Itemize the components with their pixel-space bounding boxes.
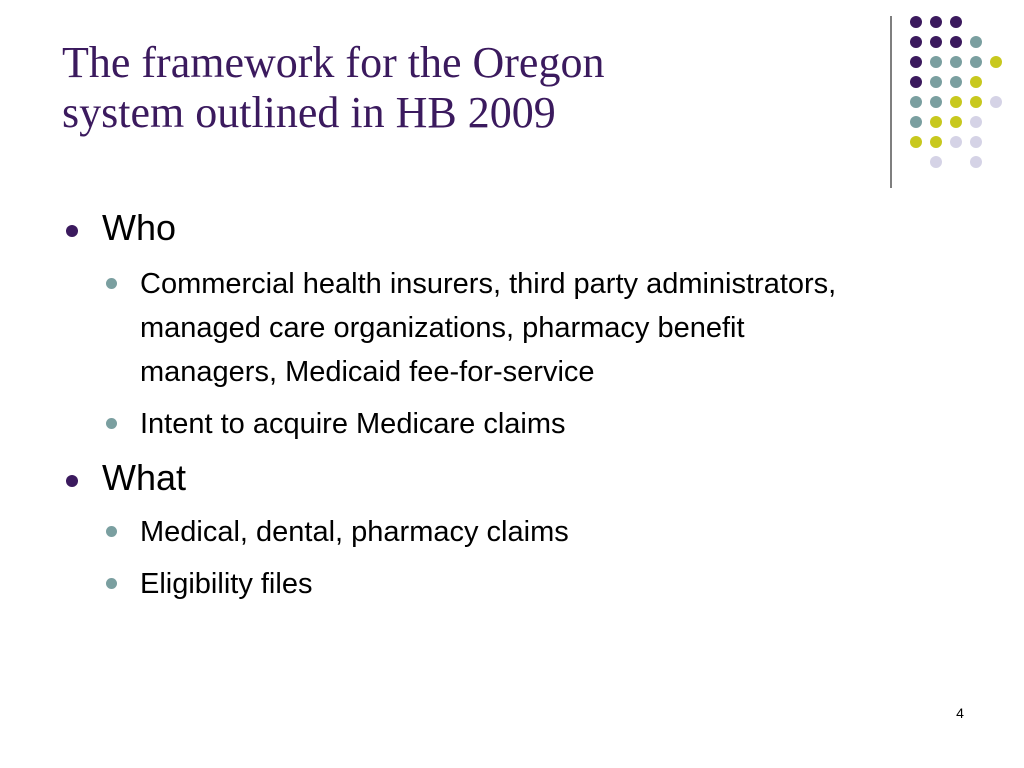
dot-lavender <box>930 156 942 168</box>
slide-title <box>62 38 862 138</box>
dot-lavender <box>970 116 982 128</box>
sub-bullet-dot-icon <box>106 418 117 429</box>
sub-bullet-dot-icon <box>106 526 117 537</box>
dot-teal <box>930 56 942 68</box>
bullet-text: What <box>102 457 187 498</box>
sub-bullet-dot-icon <box>106 278 117 289</box>
sub-bullet-text: Commercial health insurers, third party administrators, managed care organizations, pharmacy benefit managers, Medicaid fee-for-service <box>140 268 837 388</box>
bullet-text: Who <box>102 207 177 248</box>
dot-teal <box>910 116 922 128</box>
dot-teal <box>970 56 982 68</box>
sub-bullet-text: Intent to acquire Medicare claims <box>140 408 566 440</box>
dot-purple <box>910 16 922 28</box>
dot-yellow <box>930 116 942 128</box>
slide-title-line-2: system outlined in HB 2009 <box>62 88 556 137</box>
dot-purple <box>950 36 962 48</box>
dot-yellow <box>950 96 962 108</box>
sub-bullet-claims <box>62 510 850 554</box>
sub-bullet-commercial <box>62 262 850 394</box>
sub-bullet-eligibility <box>62 562 850 606</box>
dot-teal <box>950 56 962 68</box>
bullet-item-what <box>62 454 962 502</box>
sub-bullet-dot-icon <box>106 578 117 589</box>
slide-body <box>62 200 962 606</box>
dot-yellow <box>950 116 962 128</box>
bullet-dot-icon <box>66 225 78 237</box>
bullet-dot-icon <box>66 475 78 487</box>
dot-teal <box>930 96 942 108</box>
bullet-item-who <box>62 204 962 252</box>
dot-purple <box>910 56 922 68</box>
sub-bullet-medicare <box>62 402 850 446</box>
dot-purple <box>930 16 942 28</box>
sub-bullet-text: Eligibility files <box>140 568 313 600</box>
dot-purple <box>910 76 922 88</box>
dot-purple <box>950 16 962 28</box>
dot-lavender <box>970 156 982 168</box>
dot-yellow <box>970 76 982 88</box>
decorative-dot-pattern <box>906 14 1010 168</box>
dot-yellow <box>990 56 1002 68</box>
dot-lavender <box>990 96 1002 108</box>
dot-yellow <box>910 136 922 148</box>
dot-yellow <box>970 96 982 108</box>
sub-bullet-text: Medical, dental, pharmacy claims <box>140 516 569 548</box>
dot-teal <box>930 76 942 88</box>
dot-teal <box>970 36 982 48</box>
header-divider <box>890 16 892 188</box>
dot-purple <box>910 36 922 48</box>
dot-purple <box>930 36 942 48</box>
page-number: 4 <box>956 705 964 721</box>
slide-title-line-1: The framework for the Oregon <box>62 38 605 87</box>
dot-lavender <box>950 136 962 148</box>
dot-yellow <box>930 136 942 148</box>
dot-lavender <box>970 136 982 148</box>
dot-teal <box>950 76 962 88</box>
dot-teal <box>910 96 922 108</box>
